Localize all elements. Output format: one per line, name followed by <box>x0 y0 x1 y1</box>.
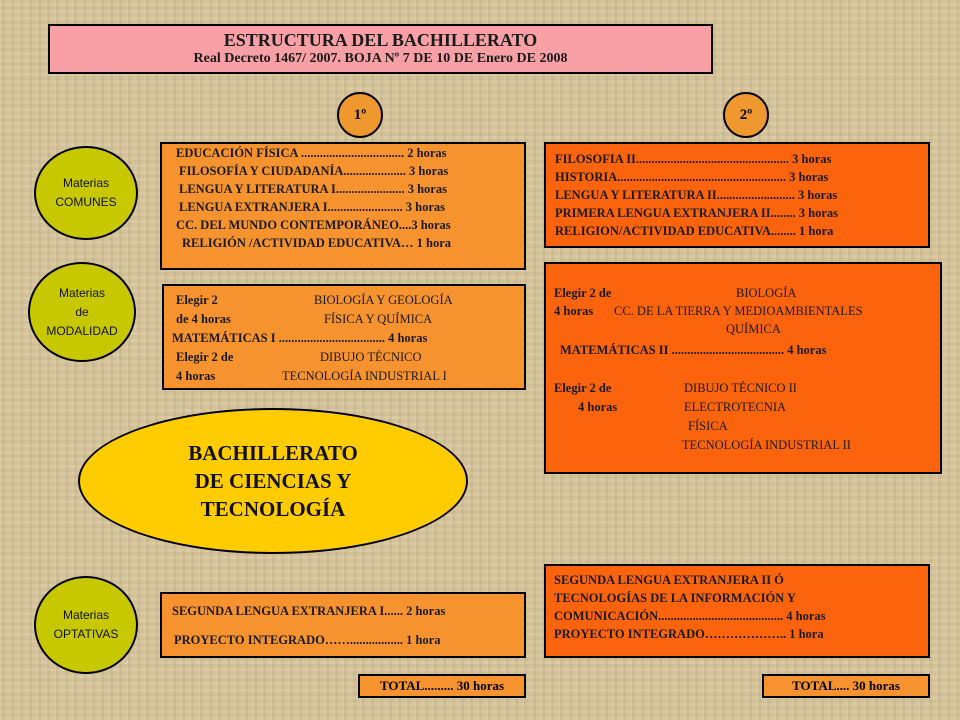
side-optativas <box>34 576 138 674</box>
title-box <box>48 24 713 74</box>
modalidad-second-option: FÍSICA <box>688 419 728 433</box>
side-comunes-line: COMUNES <box>55 195 117 209</box>
optativas-second-box <box>544 564 930 658</box>
modalidad-first-option: FÍSICA Y QUÍMICA <box>324 312 433 326</box>
side-modalidad-line: de <box>75 304 89 319</box>
side-optativas-line: Materias <box>62 608 109 622</box>
modalidad-second-option: ELECTROTECNIA <box>684 400 787 414</box>
course-first-circle: 1º <box>337 92 383 138</box>
modalidad-first-box <box>162 284 526 390</box>
bachillerato-ellipse <box>78 408 468 554</box>
modalidad-first-horas: 4 horas <box>176 369 216 383</box>
modalidad-second-box <box>544 262 942 474</box>
side-comunes <box>34 146 138 240</box>
modalidad-second-option: BIOLOGÍA <box>736 286 797 300</box>
optativas-second-item: SEGUNDA LENGUA EXTRANJERA II Ó <box>554 573 784 587</box>
modalidad-second-elegir: Elegir 2 de <box>554 381 612 395</box>
side-modalidad <box>28 262 136 362</box>
comunes-second-box <box>544 142 930 248</box>
comunes-second-item: PRIMERA LENGUA EXTRANJERA II........ 3 horas <box>555 206 839 220</box>
modalidad-second-elegir: Elegir 2 de <box>554 286 612 300</box>
modalidad-second-option: QUÍMICA <box>726 322 781 336</box>
page-subtitle: Real Decreto 1467/ 2007. BOJA Nº 7 DE 10 DE Enero DE 2008 <box>193 51 568 66</box>
comunes-second-item: HISTORIA...................................................... 3 horas <box>555 170 829 184</box>
comunes-second-item: LENGUA Y LITERATURA II......................... 3 horas <box>555 188 838 202</box>
modalidad-second-matematicas: MATEMÁTICAS II .................................... 4 horas <box>560 343 827 357</box>
comunes-first-item: LENGUA Y LITERATURA I...................... 3 horas <box>179 182 447 196</box>
total-first: TOTAL......... 30 horas <box>358 674 526 698</box>
bachillerato-title-line: TECNOLOGÍA <box>200 497 346 521</box>
modalidad-first-elegir: Elegir 2 de <box>176 350 234 364</box>
comunes-first-item: FILOSOFÍA Y CIUDADANÍA.................... 3 horas <box>179 164 449 178</box>
modalidad-first-elegir: Elegir 2 <box>176 293 218 307</box>
comunes-second-item: RELIGION/ACTIVIDAD EDUCATIVA........ 1 hora <box>555 224 834 238</box>
modalidad-second-horas: 4 horas <box>578 400 618 414</box>
comunes-first-box <box>160 142 526 270</box>
modalidad-second-horas: 4 horas <box>554 304 594 318</box>
optativas-first-item: PROYECTO INTEGRADO……................. 1 hora <box>174 633 441 647</box>
side-modalidad-line: MODALIDAD <box>46 323 118 338</box>
modalidad-first-horas: de 4 horas <box>176 312 231 326</box>
optativas-first-item: SEGUNDA LENGUA EXTRANJERA I...... 2 horas <box>172 604 446 618</box>
modalidad-second-option: DIBUJO TÉCNICO II <box>684 381 797 395</box>
comunes-first-item: RELIGIÓN /ACTIVIDAD EDUCATIVA… 1 hora <box>182 236 452 250</box>
side-optativas-line: OPTATIVAS <box>53 627 119 641</box>
total-second: TOTAL.... 30 horas <box>762 674 930 698</box>
modalidad-first-matematicas: MATEMÁTICAS I .................................. 4 horas <box>172 331 428 345</box>
optativas-second-item: TECNOLOGÍAS DE LA INFORMACIÓN Y <box>554 591 796 605</box>
modalidad-first-option: TECNOLOGÍA INDUSTRIAL I <box>282 369 447 383</box>
side-modalidad-line: Materias <box>58 285 105 300</box>
comunes-first-item: LENGUA EXTRANJERA I........................ 3 horas <box>179 200 446 214</box>
comunes-second-item: FILOSOFIA II................................................. 3 horas <box>555 152 832 166</box>
side-comunes-line: Materias <box>62 176 109 190</box>
bachillerato-title-line: DE CIENCIAS Y <box>194 469 352 493</box>
modalidad-first-option: BIOLOGÍA Y GEOLOGÍA <box>314 293 453 307</box>
optativas-first-box <box>160 592 526 658</box>
page-title: ESTRUCTURA DEL BACHILLERATO <box>223 30 538 50</box>
course-second-circle: 2º <box>723 92 769 138</box>
modalidad-second-option: CC. DE LA TIERRA Y MEDIOAMBIENTALES <box>614 304 863 318</box>
bachillerato-title-line: BACHILLERATO <box>188 441 358 465</box>
comunes-first-item: CC. DEL MUNDO CONTEMPORÁNEO....3 horas <box>176 218 451 232</box>
modalidad-second-option: TECNOLOGÍA INDUSTRIAL II <box>682 438 851 452</box>
optativas-second-item: COMUNICACIÓN........................................ 4 horas <box>554 609 826 623</box>
optativas-second-item: PROYECTO INTEGRADO……………….. 1 hora <box>554 627 824 641</box>
modalidad-first-option: DIBUJO TÉCNICO <box>320 350 422 364</box>
comunes-first-item: EDUCACIÓN FÍSICA ................................. 2 horas <box>176 146 447 160</box>
